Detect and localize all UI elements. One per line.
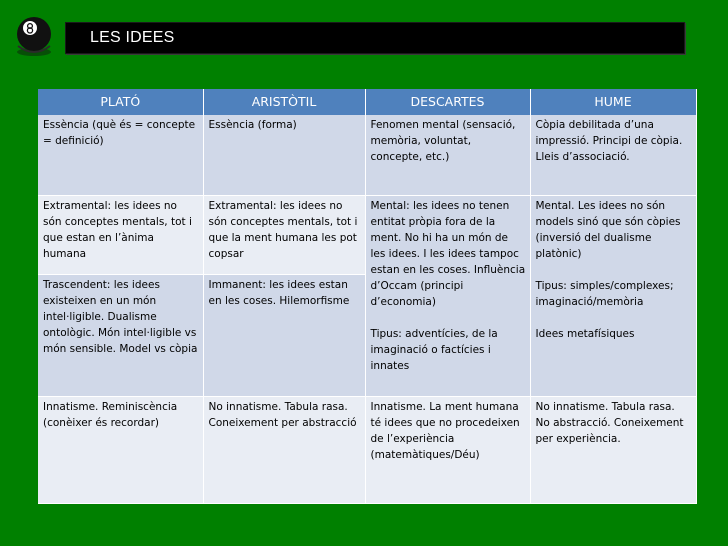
header-hume: HUME [530, 89, 696, 115]
cell-descartes-innatism: Innatisme. La ment humana té idees que no procedeixen de l’experiència (matemàtiques/Déu) [365, 396, 530, 503]
table-row [38, 115, 696, 196]
cell-hume-innatism: No innatisme. Tabula rasa. No abstracció. Coneixement per experiència. [530, 396, 696, 503]
cell-hume-mental: Mental. Les idees no són models sinó que són còpies (inversió del dualisme platònic) Tipus: simples/complexes; imaginació/memòria Idees metafísiques [530, 196, 696, 397]
header-plato: PLATÓ [38, 89, 203, 115]
table-header-row [38, 89, 696, 115]
table-row [38, 396, 696, 503]
cell-hume-essence: Còpia debilitada d’una impressió. Principi de còpia. Lleis d’associació. [530, 115, 696, 196]
cell-aristotil-immanent: Immanent: les idees estan en les coses. Hilemorfisme [203, 275, 365, 396]
ideas-comparison-table [38, 89, 697, 504]
cell-descartes-essence: Fenomen mental (sensació, memòria, voluntat, concepte, etc.) [365, 115, 530, 196]
cell-plato-innatism: Innatisme. Reminiscència (conèixer és recordar) [38, 396, 203, 503]
cell-aristotil-essence: Essència (forma) [203, 115, 365, 196]
cell-plato-extramental: Extramental: les idees no són conceptes mentals, tot i que estan en l’ànima humana [38, 196, 203, 275]
cell-aristotil-innatism: No innatisme. Tabula rasa. Coneixement per abstracció [203, 396, 365, 503]
title-bar [65, 22, 685, 54]
cell-descartes-mental: Mental: les idees no tenen entitat pròpia fora de la ment. No hi ha un món de les idees. I les idees tampoc estan en les coses. Influència d’Occam (principi d’economia) Tipus: adventícies, de la imaginació o factícies i innates [365, 196, 530, 397]
slide-title: LES IDEES [90, 29, 175, 46]
eight-ball-icon [10, 12, 58, 58]
cell-plato-transcendent: Trascendent: les idees existeixen en un món intel·ligible. Dualisme ontològic. Món intel·ligible vs món sensible. Model vs còpia [38, 275, 203, 396]
header-descartes: DESCARTES [365, 89, 530, 115]
cell-aristotil-extramental: Extramental: les idees no són conceptes mentals, tot i que la ment humana les pot copsar [203, 196, 365, 275]
table-row [38, 196, 696, 275]
header-aristotil: ARISTÒTIL [203, 89, 365, 115]
cell-plato-essence: Essència (què és = concepte = definició) [38, 115, 203, 196]
